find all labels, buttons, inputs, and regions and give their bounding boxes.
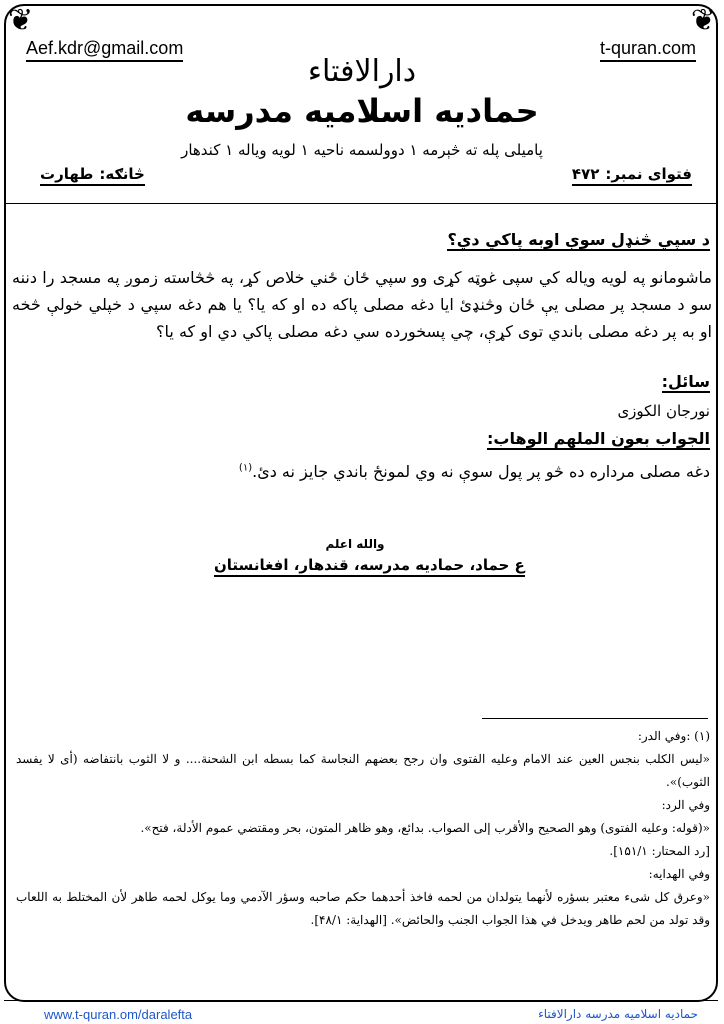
header-email[interactable]: Aef.kdr@gmail.com <box>26 38 183 62</box>
footnote-line: وفي الهدايه: <box>648 867 710 881</box>
fatwa-number-label: فتوای نمبر: <box>605 165 692 183</box>
footnote-reference[interactable]: (۱) <box>238 462 253 474</box>
footnote-line: (۱) :وفي الدر: <box>637 729 710 743</box>
footnote-line: «ليس الكلب بنجس العين عند الامام وعليه الفتوى وان رجح بعضهم النجاسة كما بسطه ابن الشحنة.... و لا الثوب بانتفاضه (أى لا يفسد الثوب)». <box>16 752 710 789</box>
corner-ornament-icon: ❦ <box>690 3 716 38</box>
category-value: طهارت <box>40 165 94 183</box>
fatwa-number-value: ۴۷۲ <box>571 165 600 183</box>
mufti-signature: ع حماد، حمادیه مدرسه، قندهار، افغانستان <box>214 556 525 577</box>
question-title: د سپي څنډل سوې اوبه پاکي دي؟ <box>447 230 710 249</box>
footer-url[interactable]: www.t-quran.om/daralefta <box>44 1007 193 1022</box>
footnotes <box>16 725 710 932</box>
footnote-line: «وعرق كل شىء معتبر بسؤره لأنهما يتولدان من لحمه فاخذ أحدهما حكم صاحبه وسؤر الآدمي وما يوكل لحمه طاهر لأن المختلط به اللعاب وقد تولد من لحم طاهر ويدخل في هذا الجواب الجنب والحائض». [الهداية: ۴۸/۱]. <box>16 890 710 927</box>
answer-text <box>239 462 710 481</box>
header-website[interactable]: t-quran.com <box>600 38 696 62</box>
fatwa-number <box>572 165 692 186</box>
allah-knows-best: والله اعلم <box>325 537 385 551</box>
footnote-line: وفي الرد: <box>661 798 710 812</box>
question-text: ماشومانو په لویه ویاله کي سپی غوټه کړی وو سپي ځان ځني خلاص کړ، په څڅاسته زموږ په مسجد را دننه سو د مسجد پر مصلی یې ځان وڅنډئ ایا دغه مصلی پاکه ده او که یا؟ یا هم دغه سپي د خپلي خولې څخه او به پر دغه مصلی باندي توی کړې، چي پسخورده سي دغه مصلی پاکي دي او که یا؟ <box>12 268 712 341</box>
department-title: دارالافتاء <box>307 54 417 89</box>
category-label: څانګه: <box>99 165 145 183</box>
footnote-line: «(قوله: وعليه الفتوى) وهو الصحيح والأقرب إلى الصواب. بدائع، وهو ظاهر المتون، بحر ومقتضي عموم الأدلة، فتح». <box>140 821 710 835</box>
footnote-divider <box>482 718 708 719</box>
footnote-line: [رد المحتار: ۱۵۱/۱]. <box>609 844 710 858</box>
answer-body: دغه مصلی مرداره ده څو پر پول سوې نه وي لمونځ باندي جایز نه دئ. <box>252 462 710 481</box>
school-address: پامیلی پله ته څېرمه ۱ دوولسمه ناحیه ۱ لویه ویاله ۱ کندهار <box>181 141 543 159</box>
footer-institution: حمادیه اسلامیه مدرسه دارالافتاء <box>538 1007 698 1021</box>
footer-divider <box>4 1000 718 1001</box>
asker-name: نورجان الکوزی <box>617 402 710 420</box>
asker-label: سائل: <box>661 372 710 391</box>
answer-heading: الجواب بعون الملهم الوهاب: <box>486 429 710 448</box>
corner-ornament-icon: ❦ <box>8 3 34 38</box>
header-divider <box>4 203 718 204</box>
school-name: حمادیه اسلامیه مدرسه <box>185 92 539 130</box>
fatwa-category <box>40 165 145 186</box>
